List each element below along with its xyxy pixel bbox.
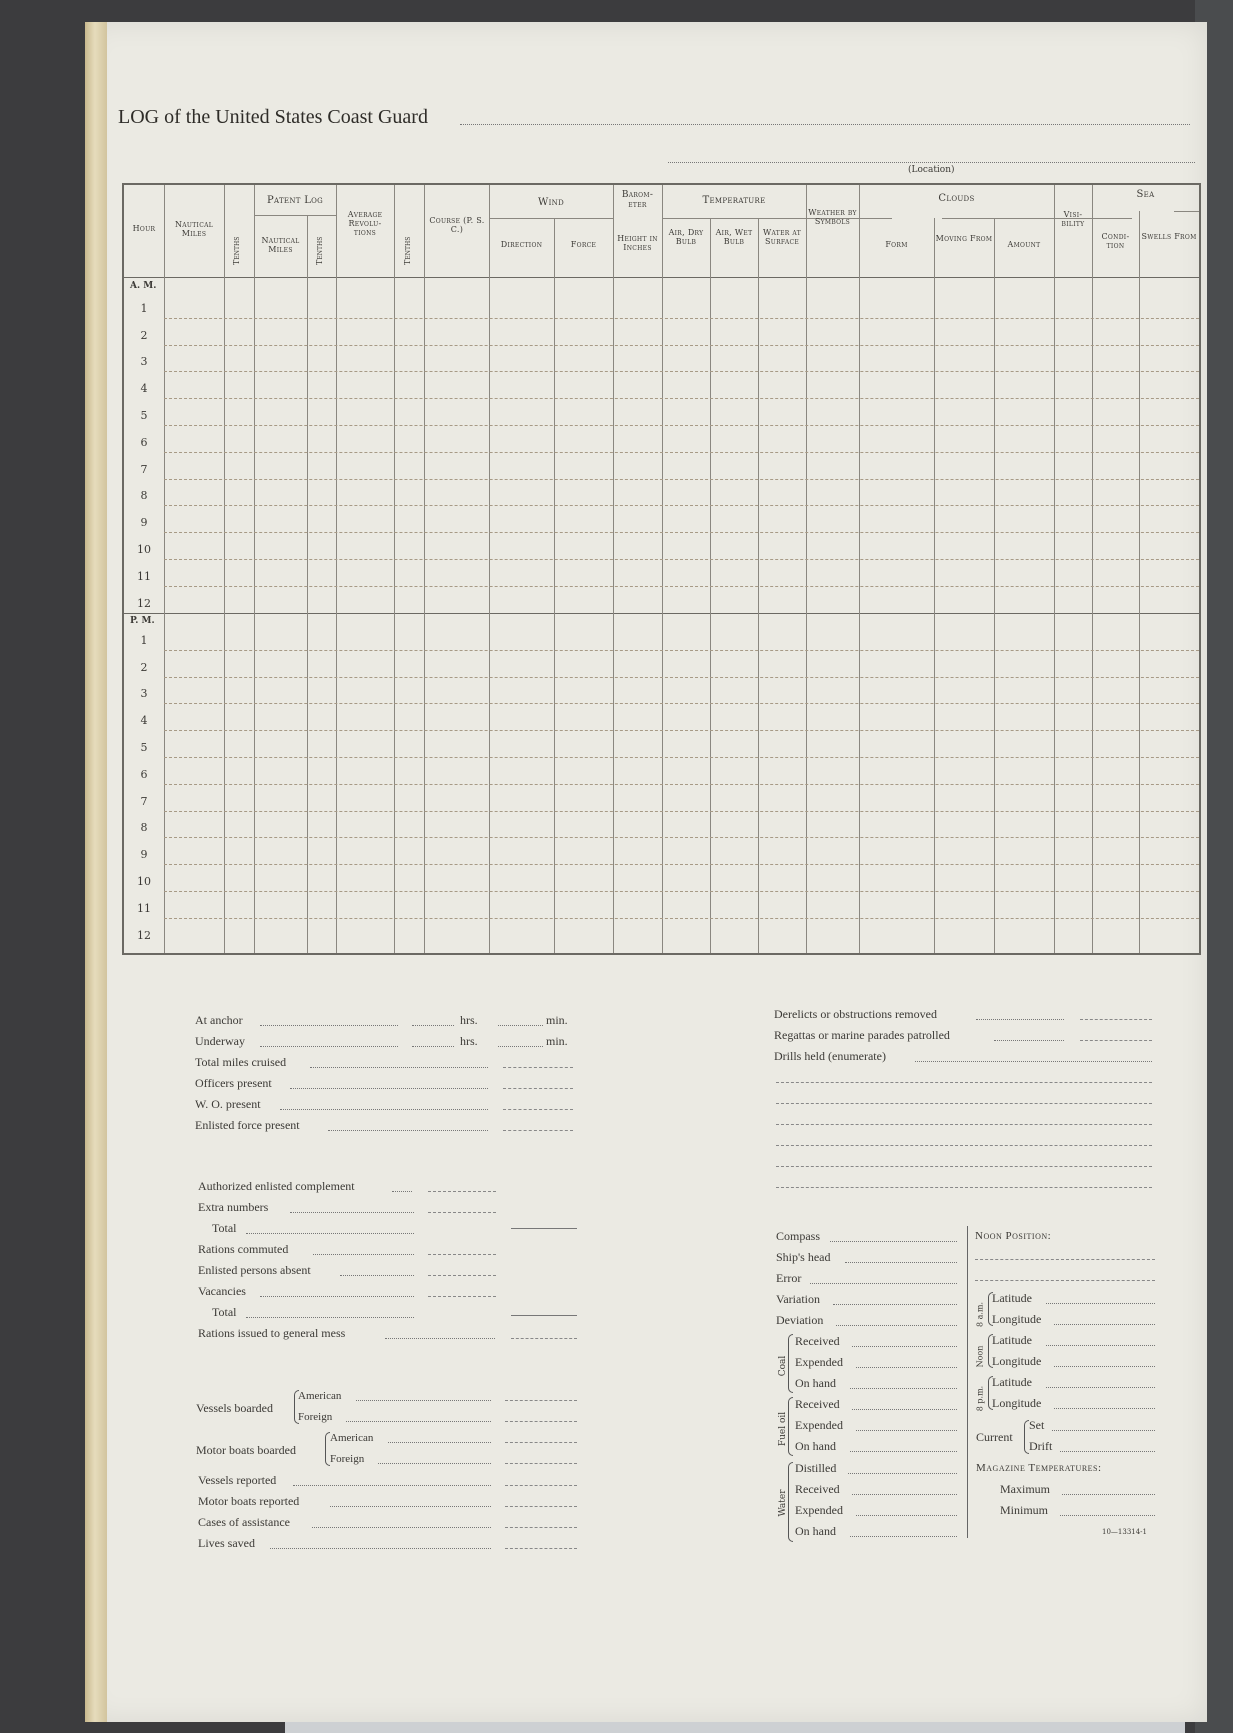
am8-latitude-label: Latitude (992, 1291, 1032, 1305)
pm-hour-label: 7 (140, 794, 148, 808)
rations-commuted-field[interactable] (313, 1254, 414, 1255)
am-row-line[interactable] (164, 559, 1199, 560)
extra-field[interactable] (290, 1212, 414, 1213)
coal-expended-label: Expended (795, 1355, 843, 1369)
pm8-latitude-label: Latitude (992, 1375, 1032, 1389)
header-form: Form (885, 240, 908, 249)
magazine-label: Magazine Temperatures: (976, 1462, 1102, 1474)
noon-label: Noon (975, 1345, 985, 1368)
assistance-label: Cases of assistance (198, 1515, 290, 1529)
am-row-line[interactable] (164, 318, 1199, 319)
header-air-wet: Air, Wet Bulb (715, 228, 753, 246)
am-hour-label: 10 (137, 543, 151, 556)
form-code: 10—13314-1 (1102, 1528, 1147, 1536)
header-moving-from: Moving From (935, 234, 993, 243)
vessels-reported-value[interactable] (505, 1485, 577, 1486)
header-sea: Sea (1136, 189, 1155, 200)
at-anchor-min-field[interactable] (498, 1025, 543, 1026)
am-label: A. M. (130, 281, 157, 291)
extra-value[interactable] (428, 1212, 496, 1213)
assistance-value[interactable] (505, 1527, 577, 1528)
water-received-label: Received (795, 1482, 840, 1496)
header-force: Force (570, 240, 597, 249)
noon-latitude-field[interactable] (1046, 1345, 1155, 1346)
at-anchor-field[interactable] (260, 1025, 398, 1026)
am-row-line[interactable] (164, 586, 1199, 587)
pm-row-line[interactable] (164, 784, 1199, 785)
vacancies-value[interactable] (428, 1296, 496, 1297)
am-hour-label: 5 (140, 409, 148, 422)
drills-line-2[interactable] (776, 1082, 1152, 1083)
wo-label: W. O. present (195, 1097, 261, 1111)
vessels-american-label: American (298, 1390, 342, 1402)
vessels-foreign-value[interactable] (505, 1421, 577, 1422)
extra-label: Extra numbers (198, 1200, 269, 1214)
drills-line-7[interactable] (776, 1187, 1152, 1188)
pm-row-line[interactable] (164, 837, 1199, 838)
motor-american-value[interactable] (505, 1442, 577, 1443)
drills-line-3[interactable] (776, 1103, 1152, 1104)
water-on-hand-label: On hand (795, 1524, 836, 1538)
noon-position-label: Noon Position: (975, 1230, 1052, 1242)
derelicts-field[interactable] (976, 1019, 1064, 1020)
col-line (307, 215, 308, 953)
header-condition: Condi- tion (1101, 232, 1130, 250)
vessels-reported-label: Vessels reported (198, 1473, 277, 1487)
noon-longitude-field[interactable] (1054, 1366, 1155, 1367)
wo-field[interactable] (280, 1109, 488, 1110)
ships-head-label: Ship's head (776, 1250, 831, 1264)
rations-issued-value[interactable] (511, 1338, 577, 1339)
hrs-label: hrs. (460, 1013, 478, 1027)
title-fill-line[interactable] (460, 124, 1190, 125)
header-visibility: Visi- bility (1061, 210, 1085, 228)
am-hour-label: 12 (137, 596, 151, 610)
current-label: Current (976, 1430, 1013, 1444)
absent-field[interactable] (340, 1275, 414, 1276)
fuel-received-label: Received (795, 1397, 840, 1411)
pm-row-line[interactable] (164, 811, 1199, 812)
motor-american-field[interactable] (388, 1442, 491, 1443)
total-miles-field[interactable] (310, 1067, 488, 1068)
vessels-reported-field[interactable] (293, 1485, 491, 1486)
fuel-oil-label: Fuel oil (778, 1411, 788, 1447)
drills-line-4[interactable] (776, 1124, 1152, 1125)
vessels-american-field[interactable] (356, 1400, 491, 1401)
am-hour-label: 1 (140, 301, 148, 315)
deviation-field[interactable] (836, 1325, 957, 1326)
header-amount: Amount (1007, 240, 1041, 249)
set-label: Set (1029, 1418, 1045, 1432)
header-weather-symbols: Weather by Symbols (808, 208, 857, 226)
pm-hour-label: 9 (140, 848, 148, 862)
am8-longitude-field[interactable] (1054, 1324, 1155, 1325)
pm-row-line[interactable] (164, 650, 1199, 651)
drift-field[interactable] (1060, 1451, 1155, 1452)
motor-reported-field[interactable] (330, 1506, 491, 1507)
pm-hour-label: 11 (137, 901, 151, 915)
officers-field[interactable] (290, 1088, 488, 1089)
location-label: (Location) (908, 165, 955, 175)
coal-received-label: Received (795, 1334, 840, 1348)
rations-commuted-value[interactable] (428, 1254, 496, 1255)
pm-row-line[interactable] (164, 864, 1199, 865)
fuel-on-hand-field[interactable] (850, 1451, 957, 1452)
derelicts-value[interactable] (1080, 1019, 1152, 1020)
header-height-inches: Height in Inches (617, 234, 658, 252)
drills-field[interactable] (915, 1061, 1152, 1062)
am-hour-label: 2 (140, 328, 148, 342)
water-label: Water (778, 1489, 788, 1517)
total2-field[interactable] (246, 1317, 414, 1318)
header-swells-from: Swells From (1141, 232, 1197, 241)
water-expended-label: Expended (795, 1503, 843, 1517)
minimum-label: Minimum (1000, 1503, 1049, 1517)
set-field[interactable] (1052, 1430, 1155, 1431)
lives-field[interactable] (270, 1548, 491, 1549)
coal-brace (788, 1334, 793, 1393)
underway-label: Underway (195, 1034, 245, 1048)
coal-on-hand-label: On hand (795, 1376, 836, 1390)
pm8-longitude-label: Longitude (992, 1396, 1042, 1410)
maximum-field[interactable] (1062, 1494, 1155, 1495)
am-row-line[interactable] (164, 371, 1199, 372)
pm8-label: 8 p.m. (975, 1385, 985, 1412)
page-binding (85, 22, 107, 1722)
maximum-label: Maximum (1000, 1482, 1050, 1496)
water-brace (788, 1462, 793, 1542)
header-hour: Hour (132, 224, 156, 233)
am-row-line[interactable] (164, 345, 1199, 346)
pm-row-line[interactable] (164, 730, 1199, 731)
rations-commuted-label: Rations commuted (198, 1242, 289, 1256)
hrs-label-2: hrs. (460, 1034, 478, 1048)
motor-reported-label: Motor boats reported (198, 1494, 300, 1508)
water-expended-field[interactable] (856, 1515, 957, 1516)
lives-label: Lives saved (198, 1536, 255, 1550)
pm-hour-label: 5 (140, 741, 148, 754)
officers-value[interactable] (503, 1088, 573, 1089)
water-distilled-label: Distilled (795, 1461, 837, 1475)
vessels-foreign-field[interactable] (346, 1421, 491, 1422)
pm-hour-label: 6 (140, 767, 148, 781)
am-hour-label: 9 (140, 516, 148, 530)
header-clouds: Clouds (938, 193, 975, 204)
noon-latitude-label: Latitude (992, 1333, 1032, 1347)
sea-divider (1174, 211, 1199, 212)
deviation-label: Deviation (776, 1313, 824, 1327)
water-received-field[interactable] (852, 1494, 957, 1495)
header-patent-nautical-miles: Nautical Miles (261, 236, 300, 254)
total-miles-label: Total miles cruised (195, 1055, 287, 1069)
compass-label: Compass (776, 1229, 821, 1243)
rations-issued-label: Rations issued to general mess (198, 1326, 346, 1340)
motor-american-label: American (330, 1432, 374, 1444)
motor-foreign-label: Foreign (330, 1453, 365, 1465)
pm8-latitude-field[interactable] (1046, 1387, 1155, 1388)
am-hour-label: 7 (140, 462, 148, 476)
vessels-foreign-label: Foreign (298, 1411, 333, 1423)
am-hour-label: 6 (140, 435, 148, 449)
regattas-value[interactable] (1080, 1040, 1152, 1041)
vacancies-label: Vacancies (198, 1284, 246, 1298)
total-miles-value[interactable] (503, 1067, 573, 1068)
coal-on-hand-field[interactable] (850, 1388, 957, 1389)
water-on-hand-field[interactable] (850, 1536, 957, 1537)
drift-label: Drift (1029, 1439, 1053, 1453)
assistance-field[interactable] (312, 1527, 491, 1528)
header-patent-tenths: Tenths (315, 236, 324, 265)
total1-label: Total (212, 1221, 237, 1235)
regattas-field[interactable] (994, 1040, 1064, 1041)
at-anchor-hrs-field[interactable] (412, 1025, 454, 1026)
coal-received-field[interactable] (852, 1346, 957, 1347)
underway-hrs-field[interactable] (412, 1046, 454, 1047)
pm-hour-label: 10 (137, 875, 151, 888)
officers-label: Officers present (195, 1076, 272, 1090)
water-distilled-field[interactable] (848, 1473, 957, 1474)
page-title: LOG of the United States Coast Guard (118, 106, 428, 128)
motor-foreign-value[interactable] (505, 1463, 577, 1464)
drills-line-6[interactable] (776, 1166, 1152, 1167)
am-hour-label: 3 (140, 355, 148, 369)
header-barometer: Barom- eter (621, 190, 654, 210)
pm-row-line[interactable] (164, 703, 1199, 704)
fuel-on-hand-label: On hand (795, 1439, 836, 1453)
col-line (1139, 211, 1140, 953)
header-nautical-miles: Nautical Miles (174, 220, 214, 238)
motor-foreign-field[interactable] (378, 1463, 491, 1464)
header-temperature: Temperature (702, 195, 766, 206)
fuel-received-field[interactable] (852, 1409, 957, 1410)
drills-line-5[interactable] (776, 1145, 1152, 1146)
log-table (122, 183, 1201, 955)
am-row-line[interactable] (164, 479, 1199, 480)
am-row-line[interactable] (164, 425, 1199, 426)
pm-hour-label: 4 (140, 714, 148, 728)
header-water-surface: Water at Surface (762, 228, 802, 246)
am-row-line[interactable] (164, 532, 1199, 533)
rations-issued-field[interactable] (385, 1338, 495, 1339)
min-label: min. (546, 1013, 568, 1027)
variation-label: Variation (776, 1292, 820, 1306)
total1-field[interactable] (246, 1233, 414, 1234)
absent-label: Enlisted persons absent (198, 1263, 311, 1277)
am-row-line[interactable] (164, 398, 1199, 399)
motor-boats-boarded-label: Motor boats boarded (196, 1443, 296, 1457)
pm-label: P. M. (130, 616, 155, 626)
am-hour-label: 11 (137, 569, 151, 583)
variation-field[interactable] (833, 1304, 957, 1305)
am-hour-label: 4 (140, 382, 148, 396)
at-anchor-label: At anchor (195, 1013, 243, 1027)
pm-hour-label: 8 (140, 821, 148, 835)
authorized-field[interactable] (392, 1191, 412, 1192)
compass-divider (967, 1226, 968, 1538)
regattas-label: Regattas or marine parades patrolled (774, 1028, 950, 1042)
compass-field[interactable] (830, 1241, 957, 1242)
fuel-expended-label: Expended (795, 1418, 843, 1432)
am-row-line[interactable] (164, 452, 1199, 453)
noon-position-line-2[interactable] (975, 1280, 1155, 1281)
pm-row-line[interactable] (164, 918, 1199, 919)
header-air-dry: Air, Dry Bulb (668, 228, 704, 246)
pm-hour-label: 1 (140, 633, 148, 647)
minimum-field[interactable] (1060, 1515, 1155, 1516)
drills-label: Drills held (enumerate) (774, 1049, 886, 1063)
header-patent-log: Patent Log (266, 195, 324, 206)
location-fill-line[interactable] (668, 162, 1195, 163)
am8-latitude-field[interactable] (1046, 1303, 1155, 1304)
pm-row-line[interactable] (164, 891, 1199, 892)
pm-hour-label: 3 (140, 687, 148, 701)
header-tenths: Tenths (232, 236, 241, 265)
header-course: Course (P. S. C.) (429, 216, 485, 234)
wo-value[interactable] (503, 1109, 573, 1110)
header-average-revolutions: Average Revolu- tions (347, 210, 383, 237)
total2-label: Total (212, 1305, 237, 1319)
coal-expended-field[interactable] (856, 1367, 957, 1368)
authorized-value[interactable] (428, 1191, 496, 1192)
derelicts-label: Derelicts or obstructions removed (774, 1007, 937, 1021)
motor-reported-value[interactable] (505, 1506, 577, 1507)
enlisted-force-value[interactable] (503, 1130, 573, 1131)
enlisted-force-field[interactable] (328, 1130, 488, 1131)
authorized-label: Authorized enlisted complement (198, 1179, 355, 1193)
total2-value[interactable] (511, 1315, 577, 1316)
min-label-2: min. (546, 1034, 568, 1048)
am-hour-label: 8 (140, 489, 148, 503)
lives-value[interactable] (505, 1548, 577, 1549)
am8-longitude-label: Longitude (992, 1312, 1042, 1326)
coal-label: Coal (778, 1355, 788, 1377)
error-label: Error (776, 1271, 802, 1285)
enlisted-force-label: Enlisted force present (195, 1118, 300, 1132)
fuel-oil-brace (788, 1397, 793, 1456)
patent-log-divider (254, 215, 336, 216)
noon-longitude-label: Longitude (992, 1354, 1042, 1368)
pm-row-line[interactable] (164, 677, 1199, 678)
total1-value[interactable] (511, 1228, 577, 1229)
noon-position-line-1[interactable] (975, 1259, 1155, 1260)
underway-min-field[interactable] (498, 1046, 543, 1047)
pm-hour-label: 12 (137, 928, 151, 942)
error-field[interactable] (810, 1283, 957, 1284)
ships-head-field[interactable] (845, 1262, 957, 1263)
pm-row-line[interactable] (164, 757, 1199, 758)
vessels-boarded-label: Vessels boarded (196, 1401, 273, 1415)
pm-hour-label: 2 (140, 660, 148, 674)
am-row-line[interactable] (164, 505, 1199, 506)
pm8-longitude-field[interactable] (1054, 1408, 1155, 1409)
header-tenths-2: Tenths (403, 236, 412, 265)
am8-label: 8 a.m. (975, 1301, 985, 1328)
underway-field[interactable] (260, 1046, 398, 1047)
vacancies-field[interactable] (260, 1296, 414, 1297)
fuel-expended-field[interactable] (856, 1430, 957, 1431)
vessels-american-value[interactable] (505, 1400, 577, 1401)
wind-divider (489, 218, 613, 219)
absent-value[interactable] (428, 1275, 496, 1276)
header-wind: Wind (538, 197, 564, 208)
header-direction: Direction (500, 240, 543, 249)
clouds-divider (942, 218, 1132, 219)
